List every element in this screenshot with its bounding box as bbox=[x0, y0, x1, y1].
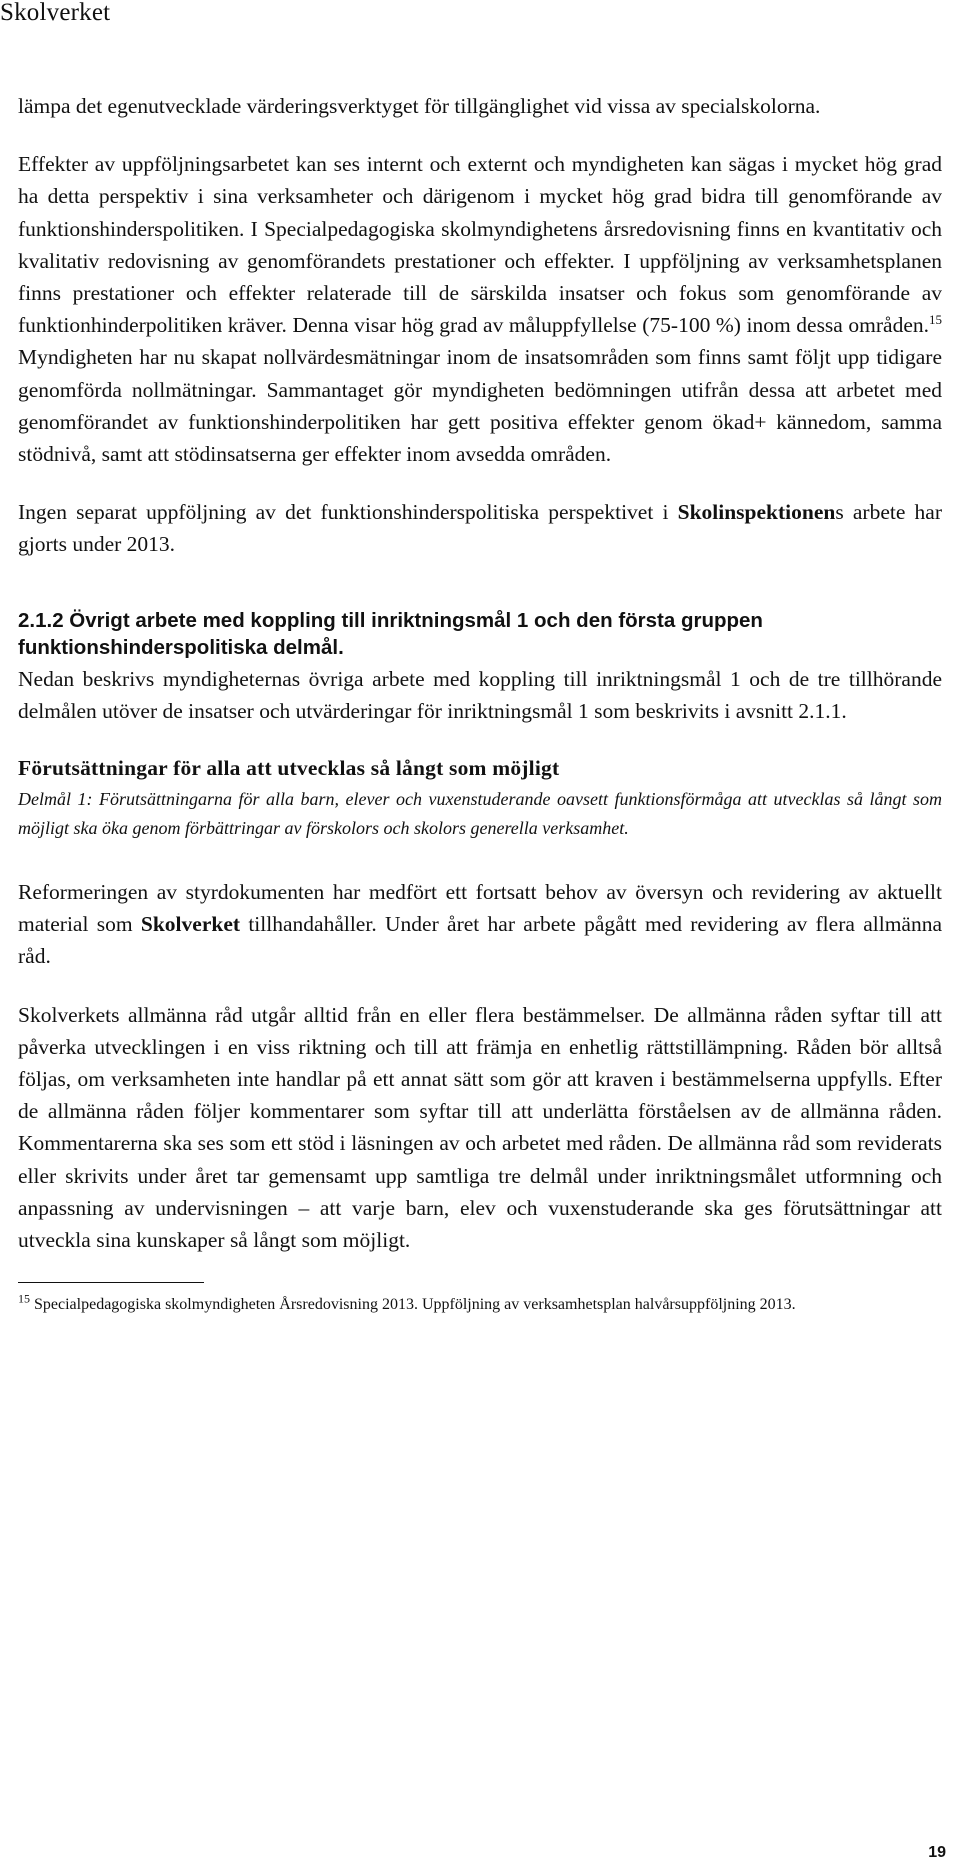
paragraph-reform bbox=[18, 876, 942, 973]
footnote-reference[interactable]: 15 bbox=[929, 312, 942, 328]
footnote-number: 15 bbox=[18, 1291, 30, 1306]
goal-quote: Delmål 1: Förutsättningarna för alla barn, elever och vuxenstuderande oavsett funktionsförmåga att utvecklas så långt som möjligt ska öka genom förbättringar av förskolors och skolors generella verksamhet. bbox=[18, 789, 942, 838]
goal-heading: Förutsättningar för alla att utvecklas så långt som möjligt bbox=[18, 756, 560, 781]
page-content bbox=[18, 90, 942, 1317]
footnote bbox=[18, 1293, 942, 1317]
paragraph-skolinspektionen-text: Ingen separat uppföljning av det funktionshinderspolitiska perspektivet i bbox=[18, 500, 678, 525]
page-number: 19 bbox=[928, 1844, 946, 1861]
paragraph-intro: Nedan beskrivs myndigheternas övriga arbete med koppling till inriktningsmål 1 och de tre tillhörande delmålen utöver de insatser och utvärderingar för inriktningsmål 1 som beskrivits i avsnitt 2.1.1. bbox=[18, 666, 942, 723]
agency-name-skolinspektionen: Skolinspektionen bbox=[677, 500, 836, 525]
paragraph-continuation: lämpa det egenutvecklade värderingsverktyget för tillgänglighet vid vissa av specialskolorna. bbox=[18, 94, 821, 118]
footnote-divider bbox=[18, 1282, 204, 1283]
paragraph-reform-text-end: tillhandahåller. Under året har arbete pågått med revidering av flera allmänna råd. bbox=[18, 912, 943, 969]
paragraph-skolinspektionen-text-end: s arbete har gjorts under 2013. bbox=[18, 500, 942, 557]
paragraph-effects-text: Effekter av uppföljningsarbetet kan ses internt och externt och myndigheten kan sägas i mycket hög grad ha detta perspektiv i sina verksamheter och därigenom i mycket hög grad bidra till genomförande av funktionshinderspolitiken. I Specialpedagogiska skolmyndighetens årsredovisning finns en kvantitativ och kvalitativ redovisning av genomförandets prestationer och effekter. I uppföljning av verksamhetsplanen finns prestationer och effekter relaterade till de särskilda insatser och fokus som genomförande av funktionhinderpolitiken kräver. Denna visar hög grad av måluppfyllelse (75-100 %) inom dessa områden. bbox=[18, 152, 942, 338]
agency-name-skolverket: Skolverket bbox=[140, 912, 241, 937]
paragraph-skolinspektionen bbox=[18, 496, 942, 560]
header-brand: Skolverket bbox=[0, 0, 111, 26]
paragraph-effects bbox=[18, 148, 942, 470]
section-heading: 2.1.2 Övrigt arbete med koppling till inriktningsmål 1 och den första gruppen funktionshinderspolitiska delmål. bbox=[18, 608, 763, 659]
footnote-text: Specialpedagogiska skolmyndigheten Årsredovisning 2013. Uppföljning av verksamhetsplan halvårsuppföljning 2013. bbox=[30, 1296, 796, 1314]
paragraph-reform-text: Reformeringen av styrdokumenten har medfört ett fortsatt behov av översyn och revidering av aktuellt material som bbox=[18, 880, 942, 937]
paragraph-general-advice: Skolverkets allmänna råd utgår alltid från en eller flera bestämmelser. De allmänna råden syftar till att påverka utvecklingen i en viss riktning och till att främja en enhetlig rättstillämpning. Råden bör alltså följas, om verksamheten inte handlar på ett annat sätt som gör att kraven i bestämmelserna uppfylls. Efter de allmänna råden följer kommentarer som syftar till att underlätta förståelsen av de allmänna råden. Kommentarerna ska ses som ett stöd i läsningen av och arbetet med råden. De allmänna råd som reviderats eller skrivits under året tar gemensamt upp samtliga tre delmål under inriktningsmålet utformning och anpassning av undervisningen – att varje barn, elev och vuxenstuderande ska ges förutsättningar att utveckla sina kunskaper så långt som möjligt. bbox=[18, 1002, 942, 1253]
paragraph-effects-text-continued: Myndigheten har nu skapat nollvärdesmätningar inom de insatsområden som finns samt följt upp tidigare genomförda nollmätningar. Sammantaget gör myndigheten bedömningen utifrån dessa att arbetet med genomförandet av funktionshinderpolitiken har gett positiva effekter genom ökad+ kännedom, samma stödnivå, samt att stödinsatserna ger effekter inom avsedda områden. bbox=[18, 345, 942, 467]
